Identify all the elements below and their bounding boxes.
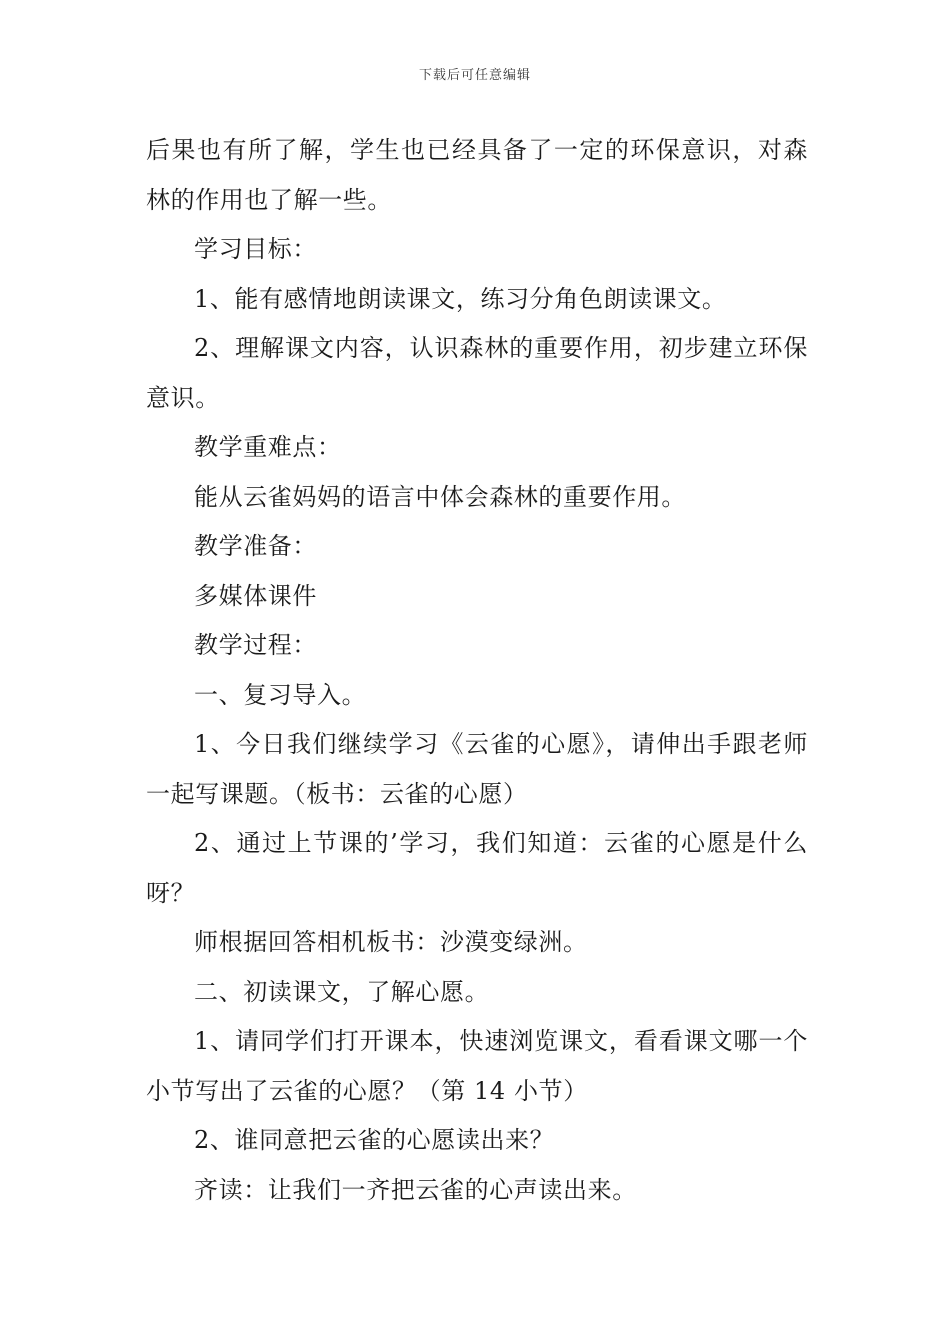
- paragraph: 2、理解课文内容，认识森林的重要作用，初步建立环保意识。: [146, 334, 808, 412]
- section-heading: 教学重难点：: [194, 433, 342, 461]
- paragraph: 1、能有感情地朗读课文，练习分角色朗读课文。: [194, 284, 727, 313]
- paragraph: 1、请同学们打开课本，快速浏览课文，看看课文哪一个小节写出了云雀的心愿？（第 14 小节）: [146, 1027, 808, 1105]
- paragraph: 后果也有所了解，学生也已经具备了一定的环保意识，对森林的作用也了解一些。: [146, 136, 808, 214]
- paragraph: 1、今日我们继续学习《云雀的心愿》，请伸出手跟老师一起写课题。（板书：云雀的心愿）: [146, 730, 808, 808]
- paragraph: 能从云雀妈妈的语言中体会森林的重要作用。: [194, 482, 686, 511]
- section-heading: 教学准备：: [194, 532, 317, 560]
- paragraph: 齐读：让我们一齐把云雀的心声读出来。: [194, 1175, 637, 1204]
- page-header: 下载后可任意编辑: [418, 68, 531, 83]
- document-body: [146, 126, 808, 1215]
- section-heading: 教学过程：: [194, 631, 317, 659]
- paragraph: 2、谁同意把云雀的心愿读出来？: [194, 1126, 555, 1154]
- section-heading: 学习目标：: [194, 235, 317, 263]
- paragraph: 2、通过上节课的’学习，我们知道：云雀的心愿是什么呀？: [146, 829, 808, 907]
- section-heading: 二、初读课文，了解心愿。: [194, 977, 490, 1006]
- section-heading: 一、复习导入。: [194, 680, 367, 709]
- paragraph: 多媒体课件: [194, 581, 317, 610]
- paragraph: 师根据回答相机板书：沙漠变绿洲。: [194, 928, 588, 956]
